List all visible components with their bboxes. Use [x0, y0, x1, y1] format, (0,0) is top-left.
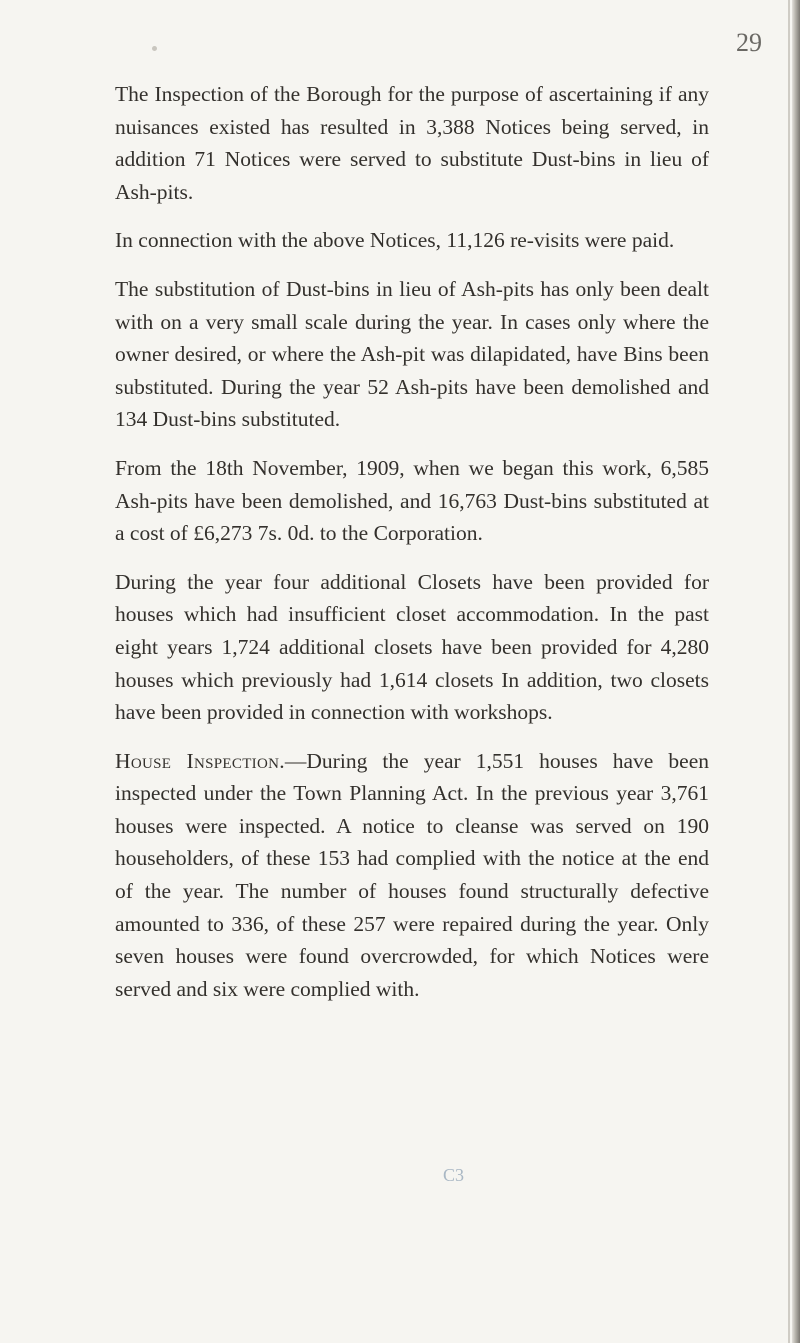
page-edge-line [788, 0, 790, 1343]
ink-dot [152, 46, 157, 51]
page-number: 29 [736, 28, 762, 57]
paragraph-inspection: The Inspection of the Borough for the purpose of ascertaining if any nuisances existed has resulted in 3,388 Notices being served, in addition 71 Notices were served to substitute Dust-bins in lieu of Ash-pits. [115, 82, 709, 204]
page-edge-shadow [792, 0, 800, 1343]
paragraph-since-1909: From the 18th November, 1909, when we began this work, 6,585 Ash-pits have been demolished, and 16,763 Dust-bins substituted at a cost of £6,273 7s. 0d. to the Corporation. [115, 455, 709, 546]
paragraph-revisits: In connection with the above Notices, 11,126 re-visits were paid. [115, 228, 675, 253]
paragraph-dustbin-substitution: The substitution of Dust-bins in lieu of Ash-pits has only been dealt with on a very small scale during the year. In cases only where the owner desired, or where the Ash-pit was dilapidated, have Bins been substituted. During the year 52 Ash-pits have been demolished and 134 Dust-bins substituted. [115, 276, 709, 432]
body-text [115, 78, 709, 1021]
house-inspection-text: —During the year 1,551 houses have been inspected under the Town Planning Act. In the previous year 3,761 houses were inspected. A notice to cleanse was served on 190 householders, of these 153 had complied with the notice at the end of the year. The number of houses found structurally defective amounted to 336, of these 257 were repaired during the year. Only seven houses were found overcrowded, for which Notices were served and six were complied with. [115, 748, 709, 1001]
signature-mark: C3 [443, 1165, 465, 1185]
section-heading-house-inspection: House Inspection. [115, 748, 285, 773]
paragraph-house-inspection [115, 745, 709, 1006]
paragraph-closets: During the year four additional Closets have been provided for houses which had insufficient closet accommodation. In the past eight years 1,724 additional closets have been provided for 4,280 houses which previously had 1,614 closets In addition, two closets have been provided in connection with workshops. [115, 569, 709, 725]
